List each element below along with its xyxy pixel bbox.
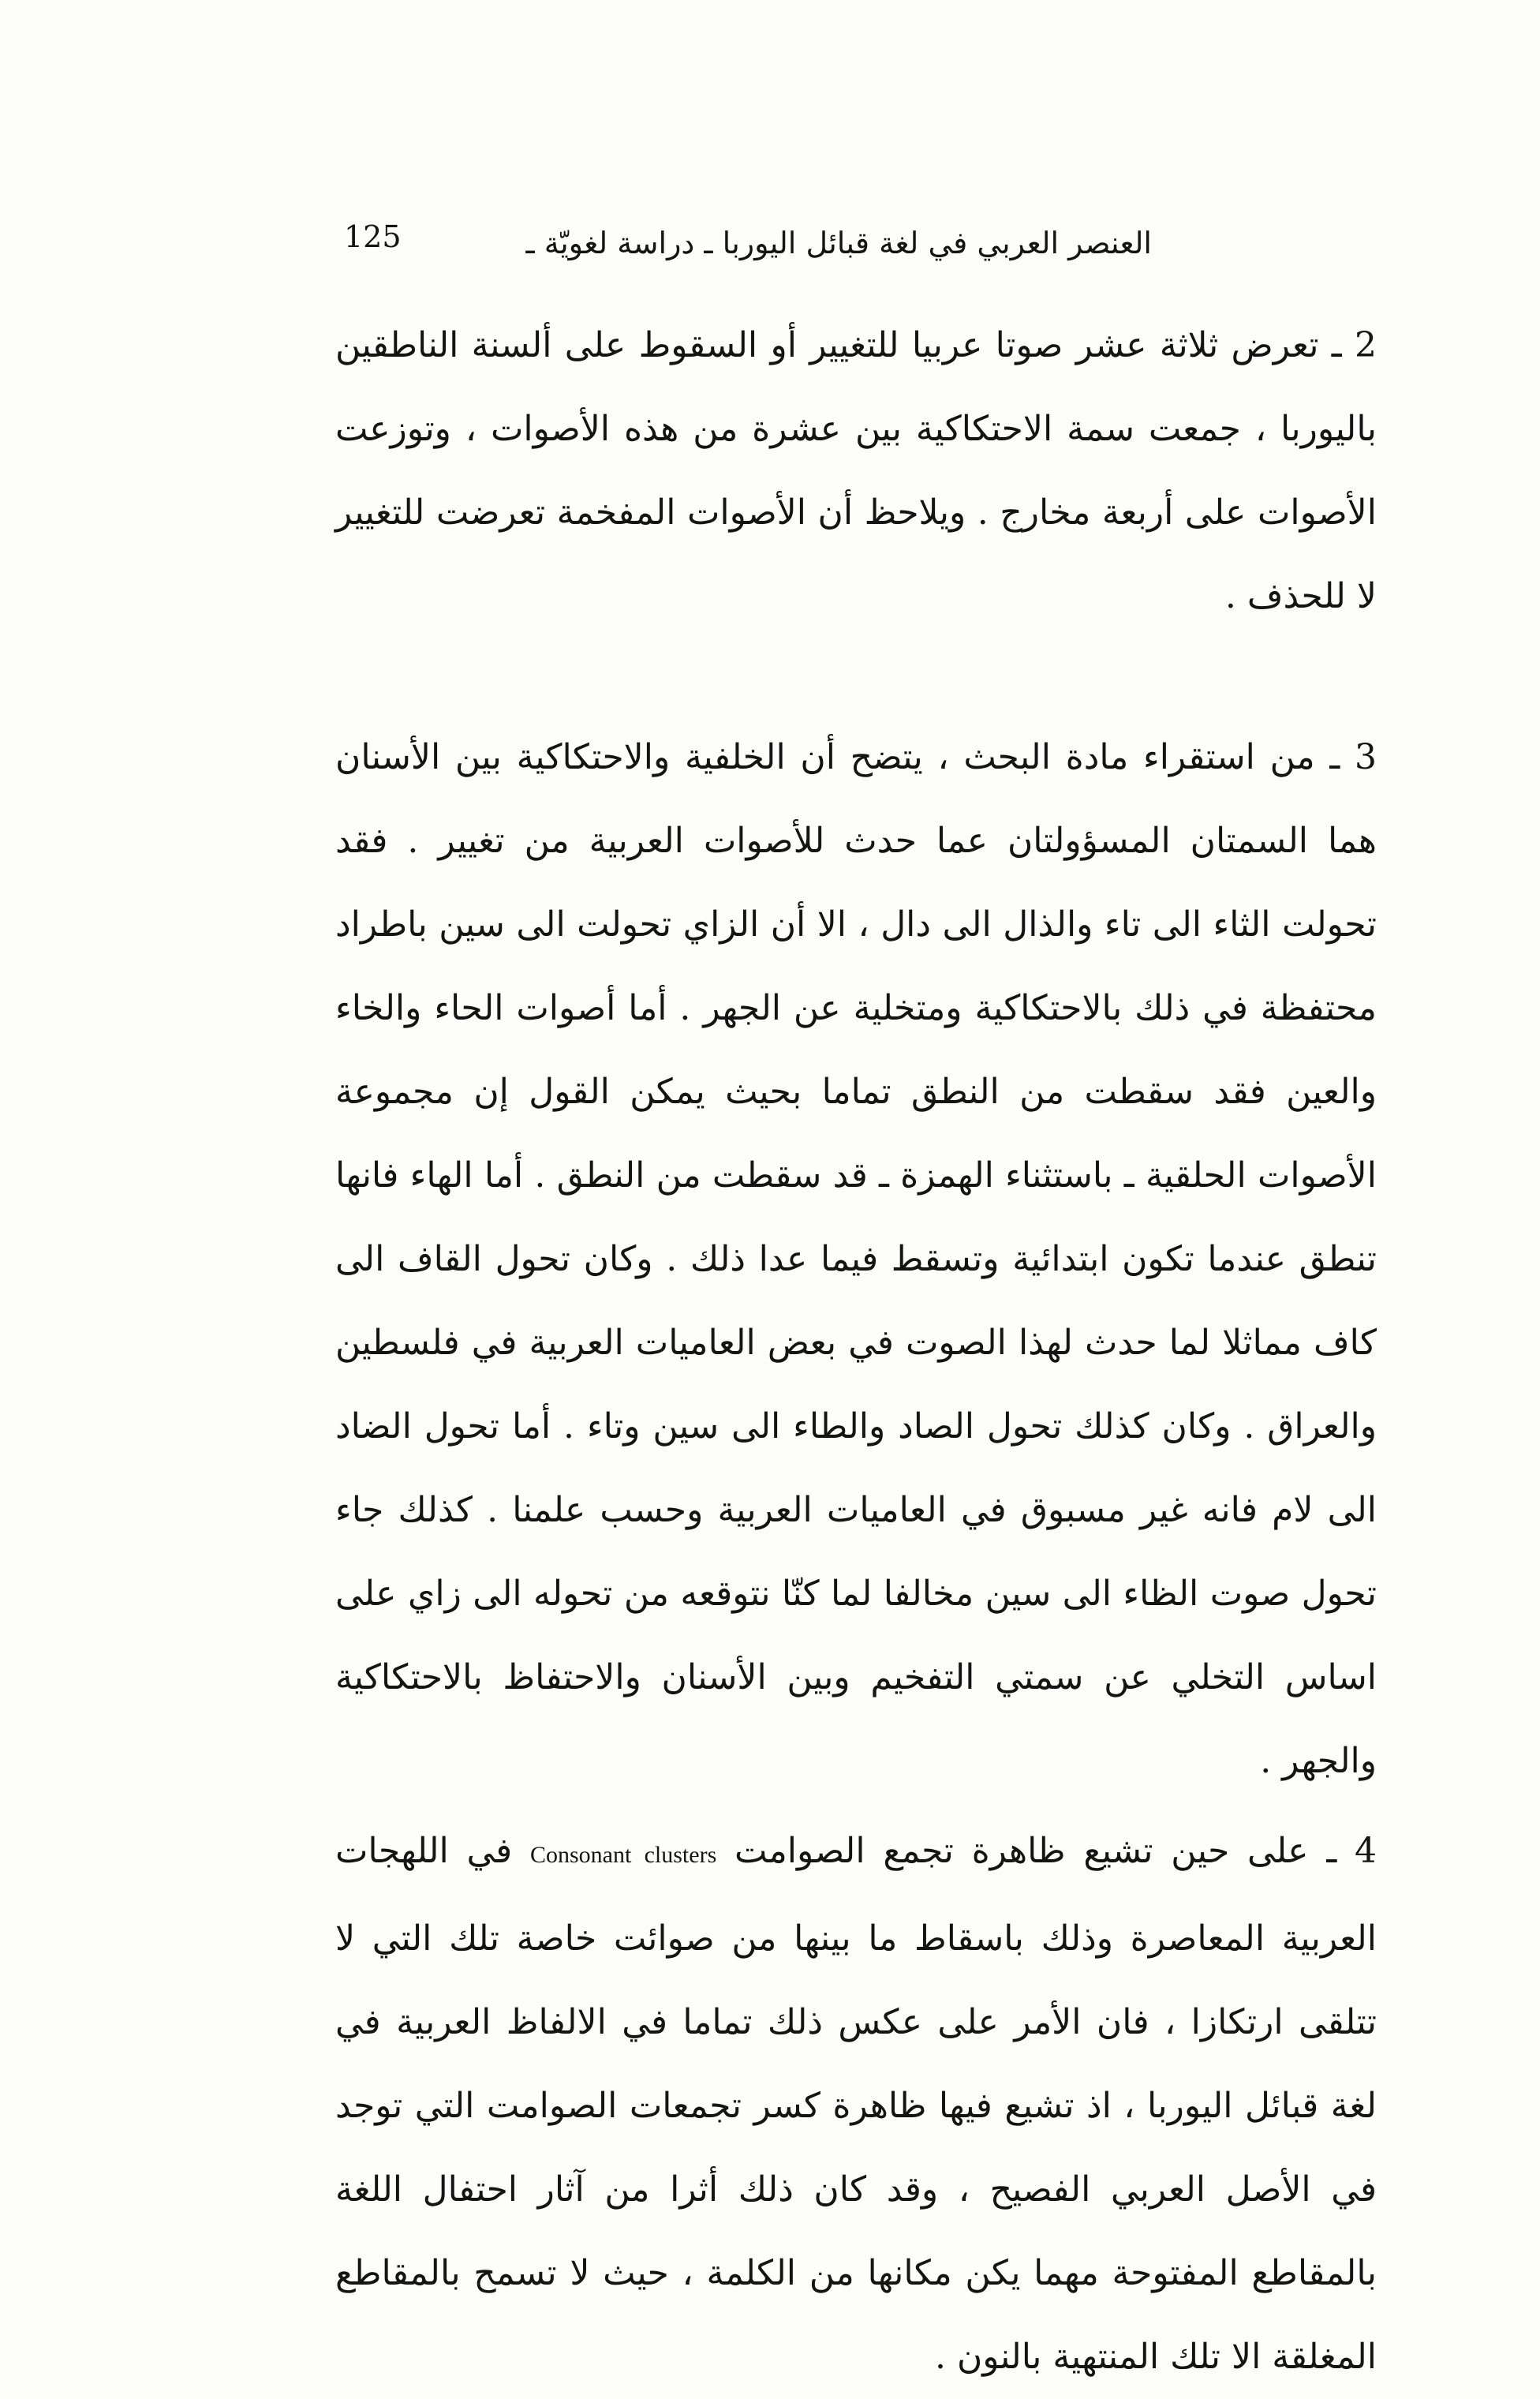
page-number: 125 bbox=[344, 219, 402, 254]
paragraph-spacer bbox=[335, 1803, 1377, 1810]
main-text bbox=[335, 304, 1377, 2399]
running-header bbox=[339, 211, 1152, 283]
running-title: العنصر العربي في لغة قبائل اليوربا ـ دراسة لغويّة ـ bbox=[525, 226, 1152, 260]
latin-term: Consonant clusters bbox=[529, 1842, 717, 1868]
paragraph-3: 3 ـ من استقراء مادة البحث ، يتضح أن الخلفية والاحتكاكية بين الأسنان هما السمتان المسؤولتان عما حدث للأصوات العربية من تغيير . فقد تحولت الثاء الى تاء والذال الى دال ، الا أن الزاي تحولت الى سين باطراد محتفظة في ذلك بالاحتكاكية ومتخلية عن الجهر . أما أصوات الحاء والخاء والعين فقد سقطت من النطق تماما بحيث يمكن القول إن مجموعة الأصوات الحلقية ـ باستثناء الهمزة ـ قد سقطت من النطق . أما الهاء فانها تنطق عندما تكون ابتدائية وتسقط فيما عدا ذلك . وكان تحول القاف الى كاف مماثلا لما حدث لهذا الصوت في بعض العاميات العربية في فلسطين والعراق . وكان كذلك تحول الصاد والطاء الى سين وتاء . أما تحول الضاد الى لام فانه غير مسبوق في العاميات العربية وحسب علمنا . كذلك جاء تحول صوت الظاء الى سين مخالفا لما كنّا نتوقعه من تحوله الى زاي على اساس التخلي عن سمتي التفخيم وبين الأسنان والاحتفاظ بالاحتكاكية والجهر . bbox=[335, 737, 1377, 1781]
paragraph-spacer bbox=[335, 638, 1377, 716]
paragraph-4-rest: في اللهجات العربية المعاصرة وذلك باسقاط ما بينها من صوائت خاصة تلك التي لا تتلقى ارتكازا ، فان الأمر على عكس ذلك تماما في الالفاظ العربية في لغة قبائل اليوربا ، اذ تشيع فيها ظاهرة كسر تجمعات الصوامت التي توجد في الأصل العربي الفصيح ، وقد كان ذلك أثرا من آثار احتفال اللغة بالمقاطع المفتوحة مهما يكن مكانها من الكلمة ، حيث لا تسمح بالمقاطع المغلقة الا تلك المنتهية بالنون . bbox=[335, 1831, 1377, 2377]
paragraph-4 bbox=[335, 1810, 1377, 2399]
paragraph-4-lead: 4 ـ على حين تشيع ظاهرة تجمع الصوامت bbox=[734, 1831, 1377, 1871]
paragraph-2: 2 ـ تعرض ثلاثة عشر صوتا عربيا للتغيير أو السقوط على ألسنة الناطقين باليوربا ، جمعت سمة الاحتكاكية بين عشرة من هذه الأصوات ، وتوزعت الأصوات على أربعة مخارج . ويلاحظ أن الأصوات المفخمة تعرضت للتغيير لا للحذف . bbox=[335, 325, 1377, 616]
